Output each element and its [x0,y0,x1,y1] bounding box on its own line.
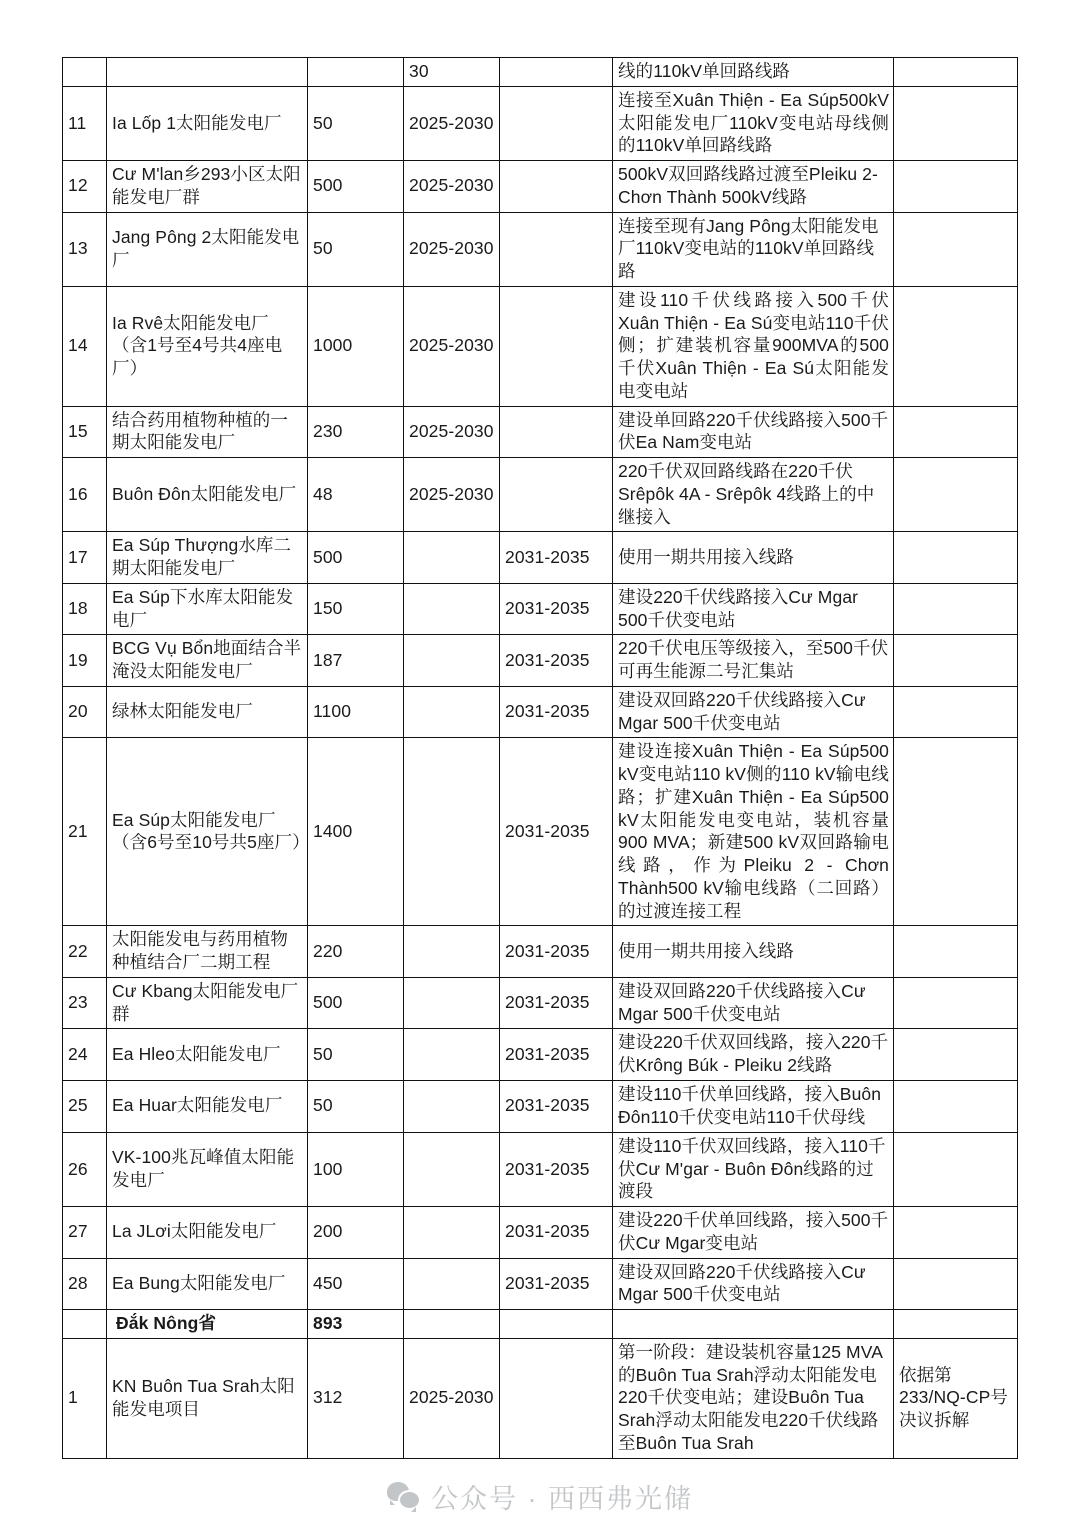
cell-period-2025 [404,583,500,635]
table-container [62,57,1017,1459]
cell-period-2025: 2025-2030 [404,286,500,406]
cell-note [894,212,1018,286]
cell-index: 11 [63,86,107,160]
cell-period-2025 [404,738,500,926]
cell-index: 23 [63,977,107,1029]
cell-period-2025: 2025-2030 [404,458,500,532]
cell-period-2031 [500,1310,613,1339]
table-row [63,212,1018,286]
cell-capacity: 500 [308,532,404,584]
cell-project-name: 太阳能发电与药用植物种植结合厂二期工程 [107,926,308,978]
table-row [63,635,1018,687]
cell-capacity: 1400 [308,738,404,926]
cell-project-name: Buôn Đôn太阳能发电厂 [107,458,308,532]
cell-note [894,86,1018,160]
table-row [63,1029,1018,1081]
cell-project-name: Ia Rvê太阳能发电厂（含1号至4号共4座电厂） [107,286,308,406]
cell-description: 建设110千伏线路接入500千伏Xuân Thiện - Ea Sú变电站110千伏侧；扩建装机容量900MVA的500千伏Xuân Thiện - Ea Sú太阳能发电变电站 [613,286,894,406]
footer-watermark [0,1466,1080,1526]
cell-index: 26 [63,1132,107,1206]
cell-note [894,686,1018,738]
cell-description: 使用一期共用接入线路 [613,926,894,978]
table-row [63,1338,1018,1458]
table-row [63,532,1018,584]
cell-note [894,1258,1018,1310]
cell-period-2025: 30 [404,58,500,87]
cell-period-2031: 2031-2035 [500,1029,613,1081]
cell-note [894,58,1018,87]
table-row [63,406,1018,458]
table-body [63,58,1018,1459]
cell-period-2025 [404,977,500,1029]
cell-period-2025 [404,1132,500,1206]
cell-index: 16 [63,458,107,532]
cell-period-2031: 2031-2035 [500,1258,613,1310]
table-row [63,738,1018,926]
cell-capacity: 50 [308,86,404,160]
cell-capacity: 187 [308,635,404,687]
cell-description: 建设连接Xuân Thiện - Ea Súp500 kV变电站110 kV侧的110 kV输电线路；扩建Xuân Thiện - Ea Súp500 kV太阳能发电变电站，装机容量900 MVA；新建500 kV双回路输电线路，作为Pleiku 2 - Chơn Thành500 kV输电线路（二回路）的过渡连接工程 [613,738,894,926]
cell-note [894,1310,1018,1339]
cell-project-name: Ea Súp Thượng水库二期太阳能发电厂 [107,532,308,584]
cell-project-name: 绿林太阳能发电厂 [107,686,308,738]
cell-capacity: 230 [308,406,404,458]
cell-project-name: Ea Súp太阳能发电厂（含6号至10号共5座厂） [107,738,308,926]
cell-index: 1 [63,1338,107,1458]
cell-index: 20 [63,686,107,738]
cell-period-2025 [404,926,500,978]
table-row [63,161,1018,213]
cell-index: 24 [63,1029,107,1081]
cell-description [613,1310,894,1339]
cell-description: 建设220千伏单回线路，接入500千伏Cư Mgar变电站 [613,1207,894,1259]
table-row [63,1132,1018,1206]
table-row [63,58,1018,87]
cell-period-2031 [500,86,613,160]
projects-table [62,57,1018,1459]
cell-capacity: 50 [308,1080,404,1132]
cell-project-name: Ea Huar太阳能发电厂 [107,1080,308,1132]
cell-capacity [308,58,404,87]
cell-index: 25 [63,1080,107,1132]
table-row [63,686,1018,738]
cell-capacity: 200 [308,1207,404,1259]
cell-index: 19 [63,635,107,687]
cell-note [894,161,1018,213]
table-row [63,286,1018,406]
cell-period-2025 [404,532,500,584]
cell-description: 建设单回路220千伏线路接入500千伏Ea Nam变电站 [613,406,894,458]
table-row [63,1080,1018,1132]
cell-capacity: 500 [308,161,404,213]
cell-capacity: 500 [308,977,404,1029]
table-row [63,583,1018,635]
cell-project-name: Ea Bung太阳能发电厂 [107,1258,308,1310]
cell-note [894,635,1018,687]
cell-capacity: 48 [308,458,404,532]
cell-period-2031: 2031-2035 [500,1132,613,1206]
cell-description: 建设双回路220千伏线路接入Cư Mgar 500千伏变电站 [613,977,894,1029]
cell-description: 建设双回路220千伏线路接入Cư Mgar 500千伏变电站 [613,1258,894,1310]
cell-period-2031 [500,458,613,532]
cell-period-2031: 2031-2035 [500,926,613,978]
cell-note [894,406,1018,458]
cell-capacity: 220 [308,926,404,978]
cell-description: 220千伏双回路线路在220千伏Srêpôk 4A - Srêpôk 4线路上的中继接入 [613,458,894,532]
cell-description: 第一阶段：建设装机容量125 MVA的Buôn Tua Srah浮动太阳能发电220千伏变电站；建设Buôn Tua Srah浮动太阳能发电220千伏线路至Buôn Tua Srah [613,1338,894,1458]
cell-project-name: Ia Lốp 1太阳能发电厂 [107,86,308,160]
cell-description: 建设110千伏双回线路，接入110千伏Cư M'gar - Buôn Đôn线路的过渡段 [613,1132,894,1206]
cell-period-2031: 2031-2035 [500,532,613,584]
cell-period-2031: 2031-2035 [500,635,613,687]
cell-note [894,1132,1018,1206]
cell-description: 建设双回路220千伏线路接入Cư Mgar 500千伏变电站 [613,686,894,738]
cell-period-2031 [500,286,613,406]
cell-capacity: 312 [308,1338,404,1458]
cell-project-name: Cư M'lan乡293小区太阳能发电厂群 [107,161,308,213]
cell-period-2031 [500,212,613,286]
cell-period-2025 [404,1207,500,1259]
cell-period-2025 [404,1310,500,1339]
cell-project-name: Jang Pông 2太阳能发电厂 [107,212,308,286]
cell-period-2025 [404,1080,500,1132]
cell-description: 建设220千伏线路接入Cư Mgar 500千伏变电站 [613,583,894,635]
cell-index: 12 [63,161,107,213]
cell-period-2031 [500,58,613,87]
cell-capacity: 1000 [308,286,404,406]
cell-note [894,1080,1018,1132]
cell-project-name: 结合药用植物种植的一期太阳能发电厂 [107,406,308,458]
cell-period-2025 [404,1258,500,1310]
cell-description: 线的110kV单回路线路 [613,58,894,87]
cell-period-2031: 2031-2035 [500,686,613,738]
cell-project-name: KN Buôn Tua Srah太阳能发电项目 [107,1338,308,1458]
cell-note [894,286,1018,406]
cell-project-name: Ea Hleo太阳能发电厂 [107,1029,308,1081]
cell-index [63,1310,107,1339]
cell-description: 建设110千伏单回线路，接入Buôn Đôn110千伏变电站110千伏母线 [613,1080,894,1132]
cell-note [894,532,1018,584]
cell-period-2025: 2025-2030 [404,1338,500,1458]
cell-period-2025 [404,635,500,687]
cell-period-2025: 2025-2030 [404,86,500,160]
cell-index: 21 [63,738,107,926]
cell-index [63,58,107,87]
cell-period-2031: 2031-2035 [500,1080,613,1132]
cell-description: 连接至现有Jang Pông太阳能发电厂110kV变电站的110kV单回路线路 [613,212,894,286]
cell-period-2025 [404,1029,500,1081]
cell-capacity: 50 [308,1029,404,1081]
cell-description: 使用一期共用接入线路 [613,532,894,584]
table-row-group-header [63,1310,1018,1339]
cell-period-2031 [500,161,613,213]
cell-province-name: Đắk Nông省 [107,1310,308,1339]
watermark-text: 公众号 · 西西弗光储 [431,1483,693,1514]
cell-description: 500kV双回路线路过渡至Pleiku 2-Chơn Thành 500kV线路 [613,161,894,213]
cell-note [894,926,1018,978]
cell-index: 18 [63,583,107,635]
cell-project-name: La JLơi太阳能发电厂 [107,1207,308,1259]
table-row [63,926,1018,978]
cell-index: 27 [63,1207,107,1259]
cell-period-2031: 2031-2035 [500,583,613,635]
cell-capacity: 893 [308,1310,404,1339]
cell-index: 22 [63,926,107,978]
cell-capacity: 1100 [308,686,404,738]
cell-index: 14 [63,286,107,406]
table-row [63,86,1018,160]
cell-note [894,1029,1018,1081]
cell-index: 28 [63,1258,107,1310]
cell-period-2031 [500,1338,613,1458]
cell-period-2025: 2025-2030 [404,406,500,458]
cell-period-2031: 2031-2035 [500,1207,613,1259]
cell-index: 15 [63,406,107,458]
cell-note [894,583,1018,635]
cell-index: 13 [63,212,107,286]
cell-note [894,1207,1018,1259]
cell-period-2025: 2025-2030 [404,212,500,286]
cell-project-name [107,58,308,87]
table-row [63,1258,1018,1310]
cell-index: 17 [63,532,107,584]
cell-period-2031: 2031-2035 [500,977,613,1029]
table-row [63,1207,1018,1259]
cell-project-name: Ea Súp下水库太阳能发电厂 [107,583,308,635]
cell-period-2031 [500,406,613,458]
wechat-icon [387,1482,421,1510]
cell-capacity: 100 [308,1132,404,1206]
cell-project-name: VK-100兆瓦峰值太阳能发电厂 [107,1132,308,1206]
cell-project-name: Cư Kbang太阳能发电厂群 [107,977,308,1029]
cell-period-2031: 2031-2035 [500,738,613,926]
cell-note [894,458,1018,532]
cell-description: 连接至Xuân Thiện - Ea Súp500kV太阳能发电厂110kV变电站母线侧的110kV单回路线路 [613,86,894,160]
table-row [63,458,1018,532]
table-row [63,977,1018,1029]
cell-note [894,977,1018,1029]
cell-description: 建设220千伏双回线路，接入220千伏Krông Búk - Pleiku 2线路 [613,1029,894,1081]
cell-note [894,738,1018,926]
cell-capacity: 50 [308,212,404,286]
cell-capacity: 450 [308,1258,404,1310]
cell-capacity: 150 [308,583,404,635]
cell-period-2025: 2025-2030 [404,161,500,213]
cell-description: 220千伏电压等级接入，至500千伏可再生能源二号汇集站 [613,635,894,687]
cell-period-2025 [404,686,500,738]
cell-note: 依据第233/NQ-CP号决议拆解 [894,1338,1018,1458]
cell-project-name: BCG Vụ Bổn地面结合半淹没太阳能发电厂 [107,635,308,687]
